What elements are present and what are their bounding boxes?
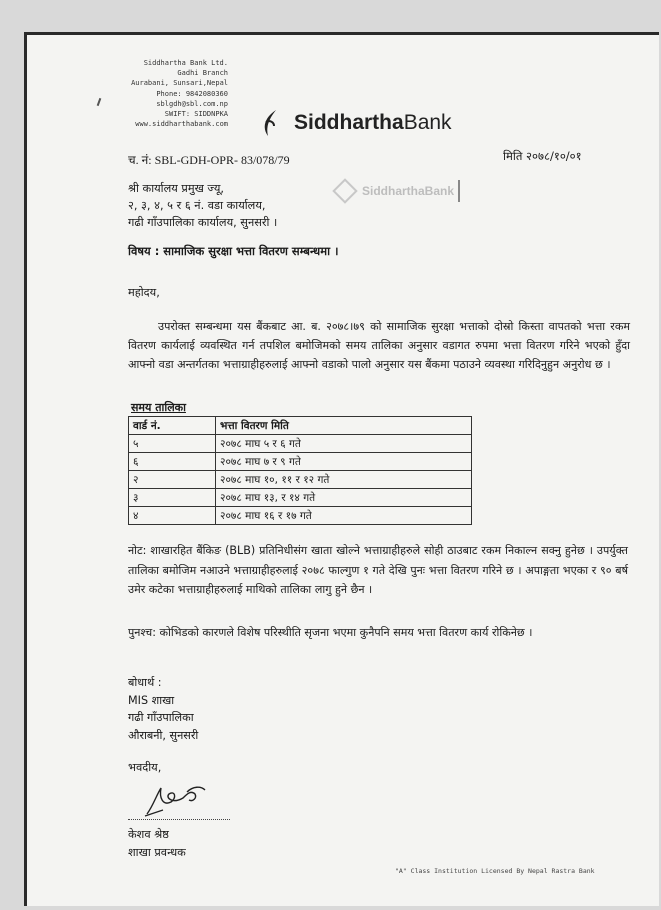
address-line: Gadhi Branch: [177, 69, 228, 78]
ward-cell: ४: [129, 507, 216, 525]
date-cell: २०७८ माघ ७ र ९ गते: [216, 453, 472, 471]
stamp-divider: [458, 180, 460, 202]
letter-date: मिति २०७८/१०/०१: [503, 149, 582, 163]
address-line: SWIFT: SIDDNPKA: [164, 110, 228, 119]
column-header: भत्ता वितरण मिति: [216, 417, 472, 435]
cc-line: MIS शाखा: [128, 693, 175, 707]
bank-swirl-icon: [258, 108, 284, 138]
address-line: sblgdh@sbl.com.np: [156, 99, 228, 108]
schedule-caption: समय तालिका: [131, 401, 186, 414]
table-row: [129, 507, 472, 525]
footer-license: "A" Class Institution Licensed By Nepal Rastra Bank: [395, 867, 595, 875]
bank-logo: [258, 108, 452, 138]
column-header: वार्ड नं.: [129, 417, 216, 435]
address-line: Phone: 9842080360: [156, 89, 228, 98]
note-paragraph: नोट: शाखारहित बैंकिङ (BLB) प्रतिनिधीसंग खाता खोल्ने भत्ताग्राहीहरुले सोही ठाउबाट रकम निकाल्न सक्नु हुनेछ । उपर्युक्त तालिका बमोजिम नआउने भत्ताग्राहीहरुलाई २०७८ फाल्गुण १ गते देखि पुनः भत्ता वितरण गरिने छ । अपाङ्गता भएका र ९० बर्ष उमेर कटेका भत्ताग्राहीहरुलाई माथिको तालिका लागु हुने छैन ।: [128, 544, 628, 596]
signer-title: शाखा प्रवन्धक: [128, 846, 186, 859]
sender-address: [96, 58, 228, 129]
cc-line: गढी गाँउपालिका: [128, 711, 194, 724]
ward-cell: २: [129, 471, 216, 489]
closing: भवदीय,: [128, 761, 162, 774]
ward-cell: ६: [129, 453, 216, 471]
body-paragraph: उपरोक्त सम्बन्धमा यस बैंकबाट आ. ब. २०७८।७९ को सामाजिक सुरक्षा भत्ताको दोस्रो किस्ता वापतको भत्ता रकम वितरण कार्यलाई व्यवस्थित गर्न तपशिल बमोजिमको समय तालिका अनुसार वडागत रुपमा भत्ता वितरण गरिने भएको हुँदा आफ्नो वडा अन्तर्गतका भत्ताग्राहीहरुलाई आफ्नो वडाको पालो अनुसार यस बैंकमा पठाउने व्यवस्था गरिदिनुहुन अनुरोध छ ।: [128, 320, 630, 371]
recipient-line: गढी गाँउपालिका कार्यालय, सुनसरी ।: [128, 216, 278, 229]
table-header-row: [129, 417, 472, 435]
handwritten-signature: [143, 780, 213, 818]
signer-block: [128, 826, 186, 862]
reference-number: च. नं: SBL-GDH-OPR- 83/078/79: [128, 153, 290, 167]
address-line: www.siddharthabank.com: [135, 120, 228, 129]
signer-name: केशव श्रेष्ठ: [128, 828, 169, 841]
date-cell: २०७८ माघ १३, र १४ गते: [216, 489, 472, 507]
stamp-text: SiddharthaBank: [362, 184, 455, 198]
address-line: Siddhartha Bank Ltd.: [143, 59, 228, 67]
cc-line: औराबनी, सुनसरी: [128, 728, 199, 742]
subject-line: विषय : सामाजिक सुरक्षा भत्ता वितरण सम्बन्धमा ।: [128, 244, 339, 258]
cc-line: बोधार्थ :: [128, 676, 162, 689]
table-row: [129, 471, 472, 489]
postscript: पुनश्च: कोभिडको कारणले विशेष परिस्थीति सृजना भएमा कुनैपनि समय भत्ता वितरण कार्य रोकिनेछ ।: [128, 626, 533, 639]
table-row: [129, 453, 472, 471]
address-line: Aurabani, Sunsari,Nepal: [131, 79, 228, 88]
ward-cell: ३: [129, 489, 216, 507]
date-cell: २०७८ माघ ५ र ६ गते: [216, 435, 472, 453]
ward-cell: ५: [129, 435, 216, 453]
schedule-table: [128, 416, 472, 525]
signature-line: [128, 819, 230, 820]
watermark-stamp: [336, 180, 460, 202]
recipient-line: २, ३, ४, ५ र ६ नं. वडा कार्यालय,: [128, 199, 266, 212]
cc-block: [128, 674, 198, 744]
table-row: [129, 435, 472, 453]
logo-wordmark: SiddharthaBank: [294, 111, 452, 134]
table-row: [129, 489, 472, 507]
date-cell: २०७८ माघ १०, ११ र १२ गते: [216, 471, 472, 489]
recipient-block: [128, 180, 348, 231]
date-cell: २०७८ माघ १६ र १७ गते: [216, 507, 472, 525]
recipient-line: श्री कार्यालय प्रमुख ज्यू,: [128, 182, 225, 195]
diamond-icon: [332, 178, 357, 203]
salutation: महोदय,: [128, 286, 160, 299]
